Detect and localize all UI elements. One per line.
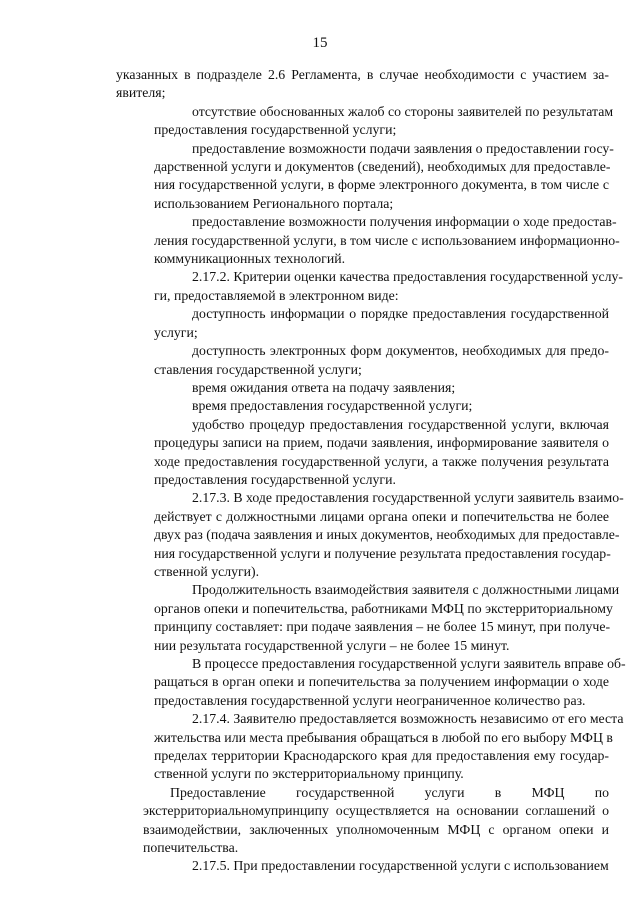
text-line: 2.17.3. В ходе предоставления государственной услуги заявитель взаимо- (192, 490, 624, 506)
text-line: ственной услуги по экстерриториальному принципу. (154, 766, 464, 782)
text-line: коммуникационных технологий. (154, 251, 346, 267)
text-line: взаимодействии, заключенных уполномоченным МФЦ с органом опеки и (143, 821, 609, 837)
text-line: время ожидания ответа на подачу заявления; (192, 379, 456, 395)
paragraph (116, 140, 614, 214)
text-line: доступность информации о порядке предоставления государственной (192, 306, 609, 322)
paragraph (116, 213, 620, 268)
document-body (116, 66, 626, 876)
text-line: пределах территории Краснодарского края для предоставления ему государ- (154, 748, 609, 764)
page-number: 15 (312, 35, 328, 51)
paragraph (116, 66, 609, 103)
text-line: ставления государственной услуги; (154, 361, 362, 377)
text-line: Продолжительность взаимодействия заявителя с должностными лицами (192, 582, 620, 598)
text-line: предоставление возможности подачи заявления о предоставлении госу- (192, 140, 614, 156)
text-line: экстерриториальномупринципу осуществляется на основании соглашений о (143, 803, 609, 819)
paragraph (116, 581, 620, 655)
paragraph (116, 655, 626, 710)
paragraph (116, 305, 609, 342)
paragraph (116, 268, 624, 305)
text-line: ния государственной услуги и получение результата предоставления государ- (154, 545, 611, 561)
paragraph (116, 103, 614, 140)
text-line: предоставления государственной услуги; (154, 122, 397, 138)
text-line: 2.17.5. При предоставлении государственной услуги с использованием (192, 858, 609, 874)
text-line: ления государственной услуги, в том числе с использованием информационно- (154, 232, 620, 248)
paragraph (116, 379, 609, 397)
text-line: ния государственной услуги, в форме электронного документа, в том числе с (154, 177, 609, 193)
text-line: жительства или места пребывания обращаться в любой по его выбору МФЦ в (154, 729, 613, 745)
text-line: ги, предоставляемой в электронном виде: (154, 287, 399, 303)
text-line: время предоставления государственной услуги; (192, 398, 473, 414)
text-line: ращаться в орган опеки и попечительства за получением информации о ходе (154, 674, 609, 690)
text-line: предоставления государственной услуги. (154, 471, 396, 487)
text-line: ственной услуги). (154, 563, 260, 579)
text-line: использованием Регионального портала; (154, 195, 394, 211)
paragraph (116, 784, 609, 858)
text-line: явителя; (116, 85, 166, 101)
text-line: органов опеки и попечительства, работниками МФЦ по экстерриториальному (154, 600, 613, 616)
text-line: двух раз (подача заявления и иных документов, необходимых для предоставле- (154, 527, 620, 543)
text-line: Предоставление государственной услуги в МФЦ по (170, 784, 609, 800)
text-line: действует с должностными лицами органа опеки и попечительства не более (154, 508, 609, 524)
paragraph (116, 397, 609, 415)
text-line: нии результата государственной услуги – не более 15 минут. (154, 637, 510, 653)
text-line: предоставление возможности получения информации о ходе предостав- (192, 214, 617, 230)
text-line: В процессе предоставления государственной услуги заявитель вправе об- (192, 656, 626, 671)
text-line: отсутствие обоснованных жалоб со стороны заявителей по результатам (192, 103, 614, 119)
text-line: ходе предоставления государственной услуги, а также получения результата (154, 453, 609, 469)
paragraph (116, 342, 609, 379)
text-line: предоставления государственной услуги неограниченное количество раз. (154, 692, 586, 708)
text-line: процедуры записи на прием, подачи заявления, информирование заявителя о (154, 435, 609, 451)
text-line: услуги; (154, 324, 198, 340)
paragraph (116, 857, 609, 875)
text-line: 2.17.2. Критерии оценки качества предоставления государственной услу- (192, 269, 624, 285)
text-line: удобство процедур предоставления государственной услуги, включая (192, 416, 609, 432)
text-line: принципу составляет: при подаче заявления – не более 15 минут, при получе- (154, 619, 611, 635)
text-line: указанных в подразделе 2.6 Регламента, в случае необходимости с участием за- (116, 67, 609, 82)
text-line: дарственной услуги и документов (сведений), необходимых для предоставле- (154, 159, 611, 175)
text-line: доступность электронных форм документов, необходимых для предо- (192, 343, 609, 359)
text-line: 2.17.4. Заявителю предоставляется возможность независимо от его места (192, 711, 624, 727)
text-line: попечительства. (143, 840, 239, 856)
paragraph (116, 710, 624, 784)
paragraph (116, 489, 624, 581)
paragraph (116, 416, 609, 490)
